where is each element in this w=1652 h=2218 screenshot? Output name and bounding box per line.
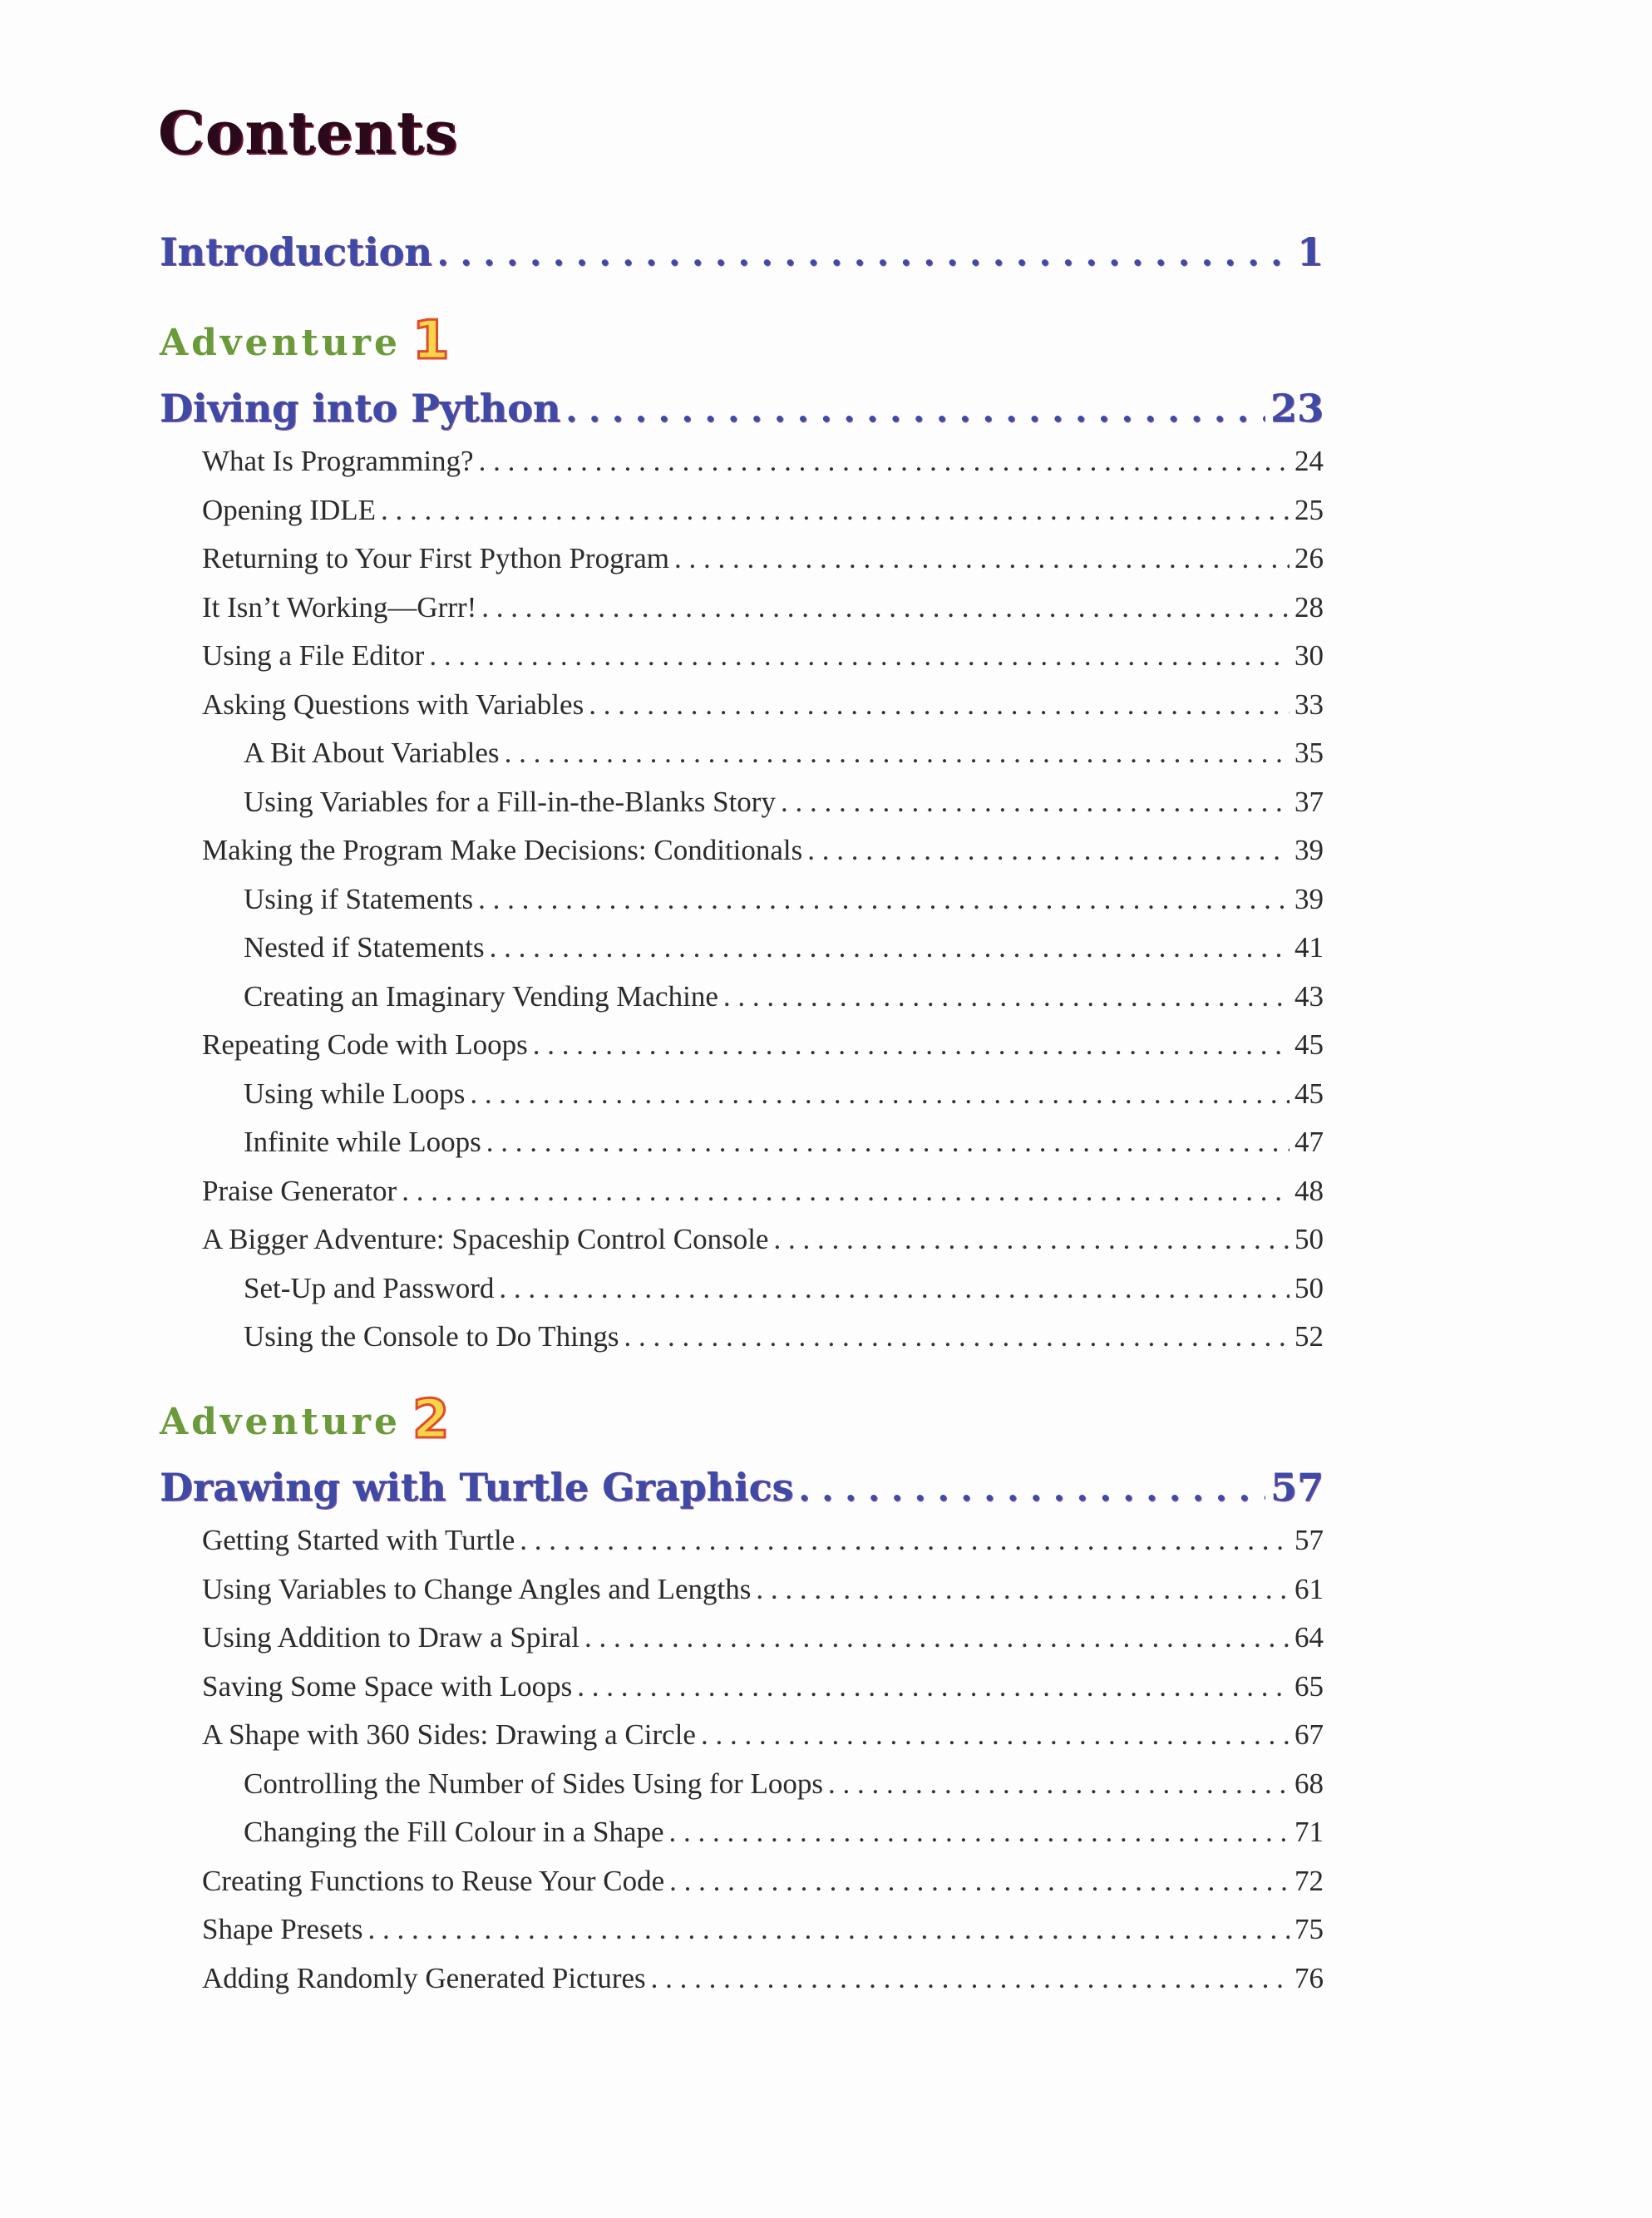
toc-page: 45 [1294, 1077, 1324, 1110]
toc-entry[interactable] [0, 1126, 1324, 1159]
toc-page: 39 [1294, 882, 1324, 915]
toc-label: Adding Randomly Generated Pictures [202, 1961, 646, 1994]
toc-entry[interactable] [0, 1223, 1324, 1256]
toc-label: A Bigger Adventure: Spaceship Control Console [202, 1223, 769, 1255]
dot-leader [565, 391, 1265, 430]
dot-leader [402, 1175, 1290, 1208]
dot-leader [624, 1320, 1290, 1353]
toc-page: 57 [1270, 1465, 1324, 1510]
toc-page: 37 [1294, 785, 1324, 818]
toc-label: Saving Some Space with Loops [202, 1669, 573, 1703]
toc-chapter-2[interactable] [0, 1465, 1324, 1510]
toc-label: Using a File Editor [202, 639, 425, 672]
toc-entry[interactable] [0, 1621, 1324, 1654]
toc-page: 65 [1294, 1669, 1324, 1703]
toc-page: 47 [1294, 1126, 1324, 1158]
toc-entry[interactable] [0, 591, 1324, 624]
adventure-heading-2 [160, 1389, 450, 1451]
toc-entry[interactable] [0, 1272, 1324, 1305]
toc-entry[interactable] [0, 494, 1324, 527]
toc-page: 23 [1270, 386, 1324, 431]
toc-page: 39 [1294, 834, 1324, 866]
adventure-label: Adventure [160, 1401, 401, 1443]
dot-leader [478, 883, 1290, 916]
toc-entry[interactable] [0, 639, 1324, 673]
dot-leader [584, 1621, 1290, 1654]
toc-label: Using Variables for a Fill-in-the-Blanks Story [244, 785, 776, 818]
toc-page: 48 [1294, 1174, 1324, 1207]
toc-label: Using the Console to Do Things [244, 1320, 619, 1353]
toc-entry[interactable] [0, 542, 1324, 575]
toc-entry[interactable] [0, 445, 1324, 478]
toc-label: Using Variables to Change Angles and Lengths [202, 1572, 752, 1605]
toc-page: 67 [1294, 1718, 1324, 1751]
toc-page: 72 [1294, 1864, 1324, 1897]
toc-entry[interactable] [0, 688, 1324, 722]
toc-label: Making the Program Make Decisions: Conditionals [202, 834, 803, 866]
toc-label: Using Addition to Draw a Spiral [202, 1621, 579, 1654]
toc-entry[interactable] [0, 1320, 1324, 1353]
dot-leader [533, 1028, 1290, 1062]
toc-page: 75 [1294, 1913, 1324, 1945]
toc-entry[interactable] [0, 1028, 1324, 1062]
toc-page: 28 [1294, 590, 1324, 624]
toc-page: 68 [1294, 1767, 1324, 1800]
toc-entry[interactable] [0, 1524, 1324, 1557]
adventure-number: 2 [412, 1389, 450, 1451]
toc-label: Opening IDLE [202, 493, 376, 526]
toc-page: 26 [1294, 542, 1324, 574]
dot-leader [490, 931, 1290, 964]
dot-leader [723, 980, 1290, 1013]
toc-entry[interactable] [0, 1962, 1324, 1995]
toc-page: 50 [1294, 1271, 1324, 1304]
toc-page: 30 [1294, 639, 1324, 672]
dot-leader [674, 542, 1290, 575]
dot-leader [669, 1865, 1290, 1898]
toc-label: Creating Functions to Reuse Your Code [202, 1864, 665, 1897]
dot-leader [756, 1573, 1290, 1606]
toc-entry[interactable] [0, 1670, 1324, 1703]
dot-leader [807, 834, 1290, 867]
toc-entry[interactable] [0, 786, 1324, 819]
toc-label: Asking Questions with Variables [202, 688, 584, 721]
toc-label: Diving into Python [160, 386, 561, 431]
toc-label: Repeating Code with Loops [202, 1028, 528, 1061]
dot-leader [828, 1767, 1290, 1801]
dot-leader [429, 639, 1290, 673]
toc-page: 52 [1294, 1320, 1324, 1353]
dot-leader [701, 1718, 1290, 1752]
toc-page: 61 [1294, 1572, 1324, 1605]
toc-label: It Isn’t Working—Grrr! [202, 590, 477, 624]
toc-entry[interactable] [0, 931, 1324, 964]
toc-label: Nested if Statements [244, 931, 485, 964]
toc-entry[interactable] [0, 834, 1324, 867]
page-title: Contents [158, 98, 458, 167]
toc-label: Shape Presets [202, 1913, 363, 1945]
toc-entry[interactable] [0, 1865, 1324, 1898]
dot-leader [499, 1272, 1290, 1305]
toc-entry[interactable] [0, 1913, 1324, 1946]
toc-label: A Bit About Variables [244, 737, 500, 769]
toc-page: 71 [1294, 1816, 1324, 1848]
toc-page: 35 [1294, 737, 1324, 769]
toc-entry[interactable] [0, 883, 1324, 916]
dot-leader [470, 1077, 1290, 1111]
adventure-heading-1 [160, 310, 450, 372]
dot-leader [781, 786, 1290, 819]
toc-chapter-1[interactable] [0, 386, 1324, 431]
toc-label: Introduction [160, 229, 432, 274]
dot-leader [773, 1223, 1290, 1256]
toc-page: 33 [1294, 688, 1324, 721]
toc-label: Controlling the Number of Sides Using for Loops [244, 1767, 824, 1800]
dot-leader [577, 1670, 1290, 1703]
dot-leader [669, 1816, 1290, 1849]
toc-page: 50 [1294, 1223, 1324, 1255]
toc-page: 41 [1294, 931, 1324, 964]
toc-label: Getting Started with Turtle [202, 1524, 515, 1556]
toc-page: 1 [1296, 229, 1324, 274]
toc-page: 57 [1294, 1524, 1324, 1556]
dot-leader [481, 591, 1290, 624]
toc-label: Changing the Fill Colour in a Shape [244, 1816, 664, 1848]
toc-page: 76 [1294, 1961, 1324, 1994]
toc-label: Praise Generator [202, 1174, 397, 1207]
toc-page: 25 [1294, 493, 1324, 526]
toc-entry[interactable] [0, 1077, 1324, 1111]
toc-entry[interactable] [0, 1718, 1324, 1752]
toc-introduction[interactable] [0, 229, 1324, 274]
toc-entry[interactable] [0, 737, 1324, 770]
toc-label: Using if Statements [244, 882, 474, 915]
toc-page: 64 [1294, 1621, 1324, 1654]
toc-page: 43 [1294, 979, 1324, 1013]
toc-entry[interactable] [0, 1175, 1324, 1208]
toc-label: Infinite while Loops [244, 1126, 481, 1158]
toc-label: What Is Programming? [202, 445, 474, 477]
toc-label: Set-Up and Password [244, 1271, 495, 1304]
toc-entry[interactable] [0, 1573, 1324, 1606]
dot-leader [486, 1126, 1290, 1159]
toc-page: 24 [1294, 445, 1324, 477]
toc-page: 45 [1294, 1028, 1324, 1061]
dot-leader [381, 494, 1290, 527]
toc-entry[interactable] [0, 980, 1324, 1013]
toc-label: Using while Loops [244, 1077, 466, 1110]
dot-leader [505, 737, 1290, 770]
dot-leader [589, 688, 1290, 722]
dot-leader [437, 234, 1292, 274]
toc-label: Returning to Your First Python Program [202, 542, 669, 574]
adventure-number: 1 [412, 310, 450, 372]
dot-leader [798, 1470, 1265, 1509]
adventure-label: Adventure [160, 322, 401, 364]
toc-label: Creating an Imaginary Vending Machine [244, 979, 718, 1013]
toc-label: Drawing with Turtle Graphics [160, 1465, 794, 1510]
dot-leader [651, 1962, 1290, 1995]
toc-entry[interactable] [0, 1767, 1324, 1801]
toc-entry[interactable] [0, 1816, 1324, 1849]
dot-leader [520, 1524, 1290, 1557]
dot-leader [479, 445, 1290, 478]
toc-label: A Shape with 360 Sides: Drawing a Circle [202, 1718, 696, 1751]
dot-leader [367, 1913, 1290, 1946]
